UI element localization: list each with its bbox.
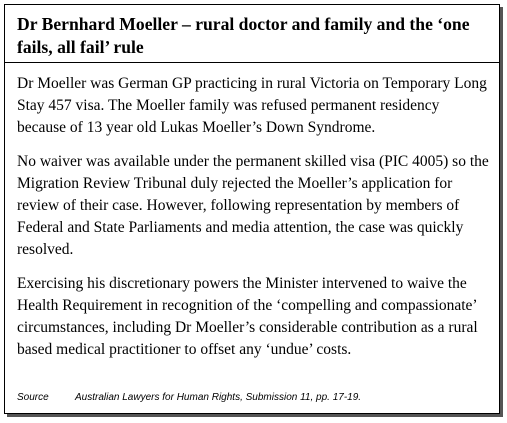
source-citation: Australian Lawyers for Human Rights, Submission 11, pp. 17-19. xyxy=(75,392,362,403)
paragraph-3: Exercising his discretionary powers the Minister intervened to waive the Health Requirement in recognition of the ‘compelling and compassionate’ circumstances, including Dr Moeller’s considerable contribution as a rural based medical practitioner to offset any ‘undue’ costs. xyxy=(17,275,478,358)
paragraph-1: Dr Moeller was German GP practicing in rural Victoria on Temporary Long Stay 457 visa. The Moeller family was refused permanent residency because of 13 year old Lukas Moeller’s Down Syndrome. xyxy=(17,75,487,136)
case-study-title: Dr Bernhard Moeller – rural doctor and family and the ‘one fails, all fail’ rule xyxy=(5,5,499,63)
paragraph-2: No waiver was available under the permanent skilled visa (PIC 4005) so the Migration Review Tribunal duly rejected the Moeller’s application for review of their case. However, following representation by members of Federal and State Parliaments and media attention, the case was quickly resolved. xyxy=(17,153,489,258)
case-study-box xyxy=(4,4,500,414)
case-study-body xyxy=(17,73,491,373)
source-line xyxy=(17,391,361,405)
source-label: Source xyxy=(17,392,49,403)
